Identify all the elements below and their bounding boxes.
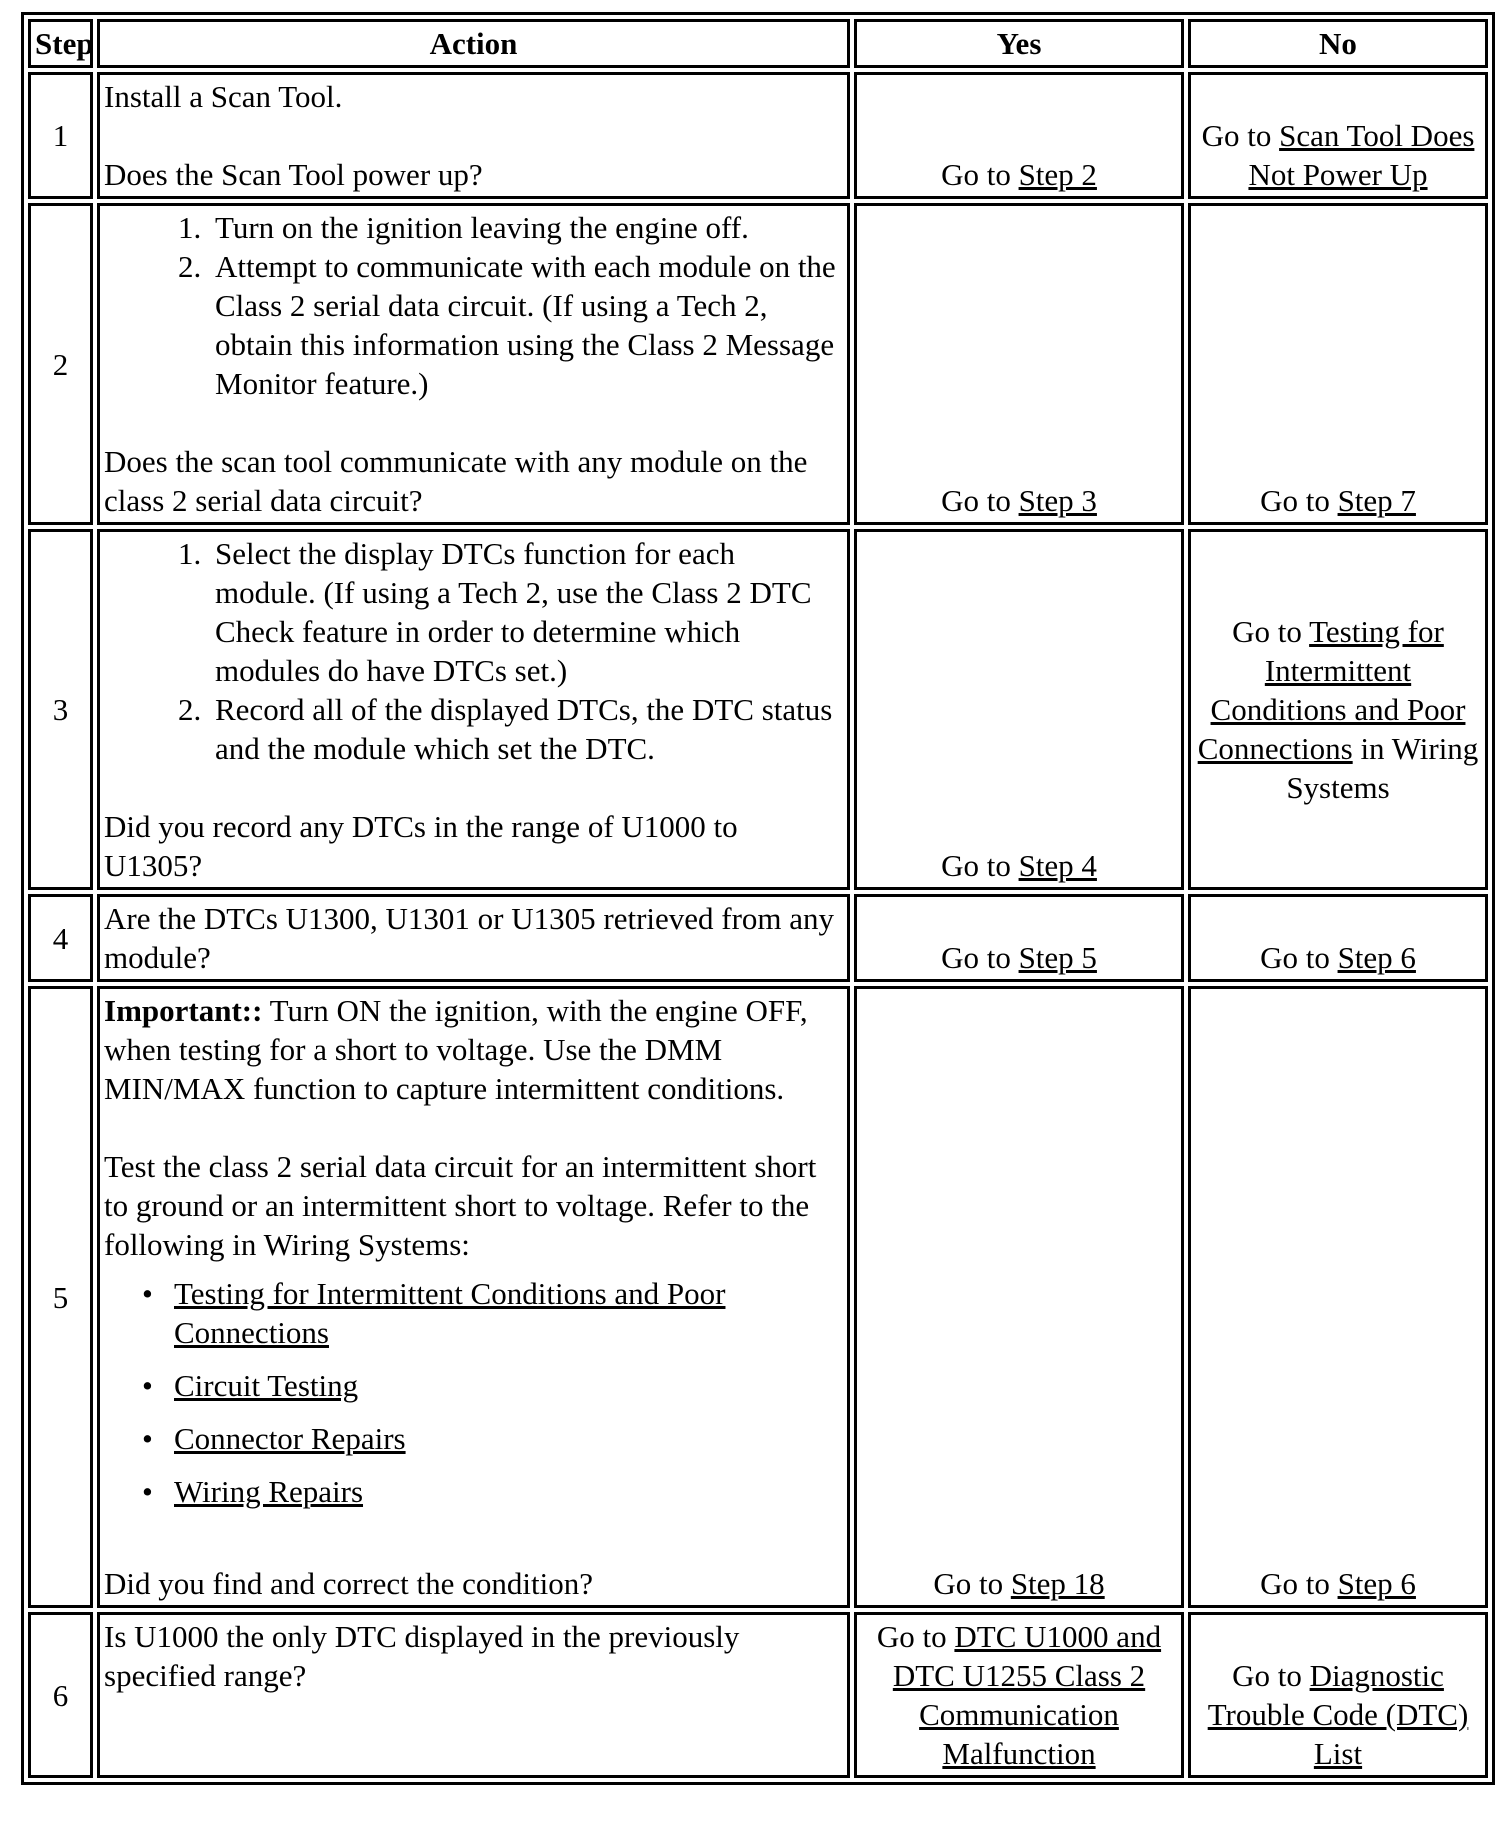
bullet-link[interactable]: Testing for Intermittent Conditions and Poor Connections xyxy=(174,1276,726,1350)
action-text: Test the class 2 serial data circuit for an intermittent short to ground or an intermittent short to voltage. Refer to the following in Wiring Systems: xyxy=(104,1149,817,1262)
no-cell xyxy=(1188,1612,1488,1778)
yes-link[interactable]: Step 3 xyxy=(1018,483,1097,518)
bullet-link[interactable]: Connector Repairs xyxy=(174,1421,406,1456)
table-row xyxy=(28,1612,1488,1778)
action-text: Install a Scan Tool. xyxy=(104,79,343,114)
no-cell xyxy=(1188,203,1488,525)
table-row xyxy=(28,72,1488,199)
yes-link[interactable]: Step 18 xyxy=(1010,1566,1105,1601)
no-link[interactable]: Diagnostic Trouble Code (DTC) List xyxy=(1207,1658,1469,1771)
yes-cell xyxy=(854,986,1184,1608)
no-link[interactable]: Scan Tool Does Not Power Up xyxy=(1248,118,1475,192)
action-cell xyxy=(97,203,850,525)
header-no: No xyxy=(1188,19,1488,68)
no-prefix: Go to xyxy=(1201,118,1280,153)
yes-link[interactable]: Step 2 xyxy=(1018,157,1097,192)
diagnostic-table xyxy=(21,12,1495,1785)
important-label: Important:: xyxy=(104,993,263,1028)
list-item: 2. Attempt to communicate with each module on the Class 2 serial data circuit. (If using a Tech 2, obtain this information using the Class 2 Message Monitor feature.) xyxy=(209,247,843,403)
no-link[interactable]: Testing for Intermittent Conditions and Poor Connections xyxy=(1197,614,1466,766)
header-step: Step xyxy=(28,19,93,68)
no-suffix: in Wiring Systems xyxy=(1286,731,1479,805)
no-link[interactable]: Step 6 xyxy=(1337,940,1416,975)
step-number: 3 xyxy=(28,529,93,890)
action-question: Did you find and correct the condition? xyxy=(104,1566,593,1601)
no-link[interactable]: Step 6 xyxy=(1337,1566,1416,1601)
step-number: 4 xyxy=(28,894,93,982)
no-prefix: Go to xyxy=(1260,1566,1338,1601)
table-row xyxy=(28,529,1488,890)
yes-link[interactable]: Step 4 xyxy=(1018,848,1097,883)
table-row xyxy=(28,986,1488,1608)
table-row xyxy=(28,894,1488,982)
bullet-link[interactable]: Circuit Testing xyxy=(174,1368,359,1403)
yes-prefix: Go to xyxy=(876,1619,955,1654)
important-text: Turn ON the ignition, with the engine OFF, when testing for a short to voltage. Use the DMM MIN/MAX function to capture intermittent conditions. xyxy=(104,993,808,1106)
yes-cell xyxy=(854,894,1184,982)
no-prefix: Go to xyxy=(1232,614,1310,649)
yes-prefix: Go to xyxy=(941,157,1019,192)
action-cell xyxy=(97,72,850,199)
step-number: 6 xyxy=(28,1612,93,1778)
header-yes: Yes xyxy=(854,19,1184,68)
yes-prefix: Go to xyxy=(941,940,1019,975)
no-cell xyxy=(1188,72,1488,199)
header-row xyxy=(28,19,1488,68)
table-row xyxy=(28,203,1488,525)
step-number: 1 xyxy=(28,72,93,199)
step-number: 5 xyxy=(28,986,93,1608)
action-question: Are the DTCs U1300, U1301 or U1305 retrieved from any module? xyxy=(104,901,835,975)
action-question: Is U1000 the only DTC displayed in the previously specified range? xyxy=(104,1619,740,1693)
list-item: 1. Select the display DTCs function for each module. (If using a Tech 2, use the Class 2 DTC Check feature in order to determine which modules do have DTCs set.) xyxy=(209,534,843,690)
bullet-link[interactable]: Wiring Repairs xyxy=(174,1474,364,1509)
action-question: Does the Scan Tool power up? xyxy=(104,157,483,192)
yes-prefix: Go to xyxy=(941,483,1019,518)
action-cell xyxy=(97,894,850,982)
no-cell xyxy=(1188,529,1488,890)
step-number: 2 xyxy=(28,203,93,525)
action-question: Does the scan tool communicate with any module on the class 2 serial data circuit? xyxy=(104,444,808,518)
yes-cell xyxy=(854,203,1184,525)
list-item: 1. Turn on the ignition leaving the engine off. xyxy=(209,208,843,247)
no-prefix: Go to xyxy=(1260,483,1338,518)
yes-cell xyxy=(854,72,1184,199)
action-cell xyxy=(97,529,850,890)
yes-cell xyxy=(854,529,1184,890)
no-link[interactable]: Step 7 xyxy=(1337,483,1416,518)
action-cell xyxy=(97,986,850,1608)
action-cell xyxy=(97,1612,850,1778)
yes-prefix: Go to xyxy=(941,848,1019,883)
yes-link[interactable]: DTC U1000 and DTC U1255 Class 2 Communication Malfunction xyxy=(892,1619,1162,1771)
no-cell xyxy=(1188,894,1488,982)
header-action: Action xyxy=(97,19,850,68)
important-note xyxy=(104,991,843,1108)
list-item: 2. Record all of the displayed DTCs, the DTC status and the module which set the DTC. xyxy=(209,690,843,768)
yes-cell xyxy=(854,1612,1184,1778)
action-question: Did you record any DTCs in the range of U1000 to U1305? xyxy=(104,809,738,883)
yes-prefix: Go to xyxy=(933,1566,1011,1601)
yes-link[interactable]: Step 5 xyxy=(1018,940,1097,975)
no-cell xyxy=(1188,986,1488,1608)
no-prefix: Go to xyxy=(1260,940,1338,975)
no-prefix: Go to xyxy=(1232,1658,1310,1693)
